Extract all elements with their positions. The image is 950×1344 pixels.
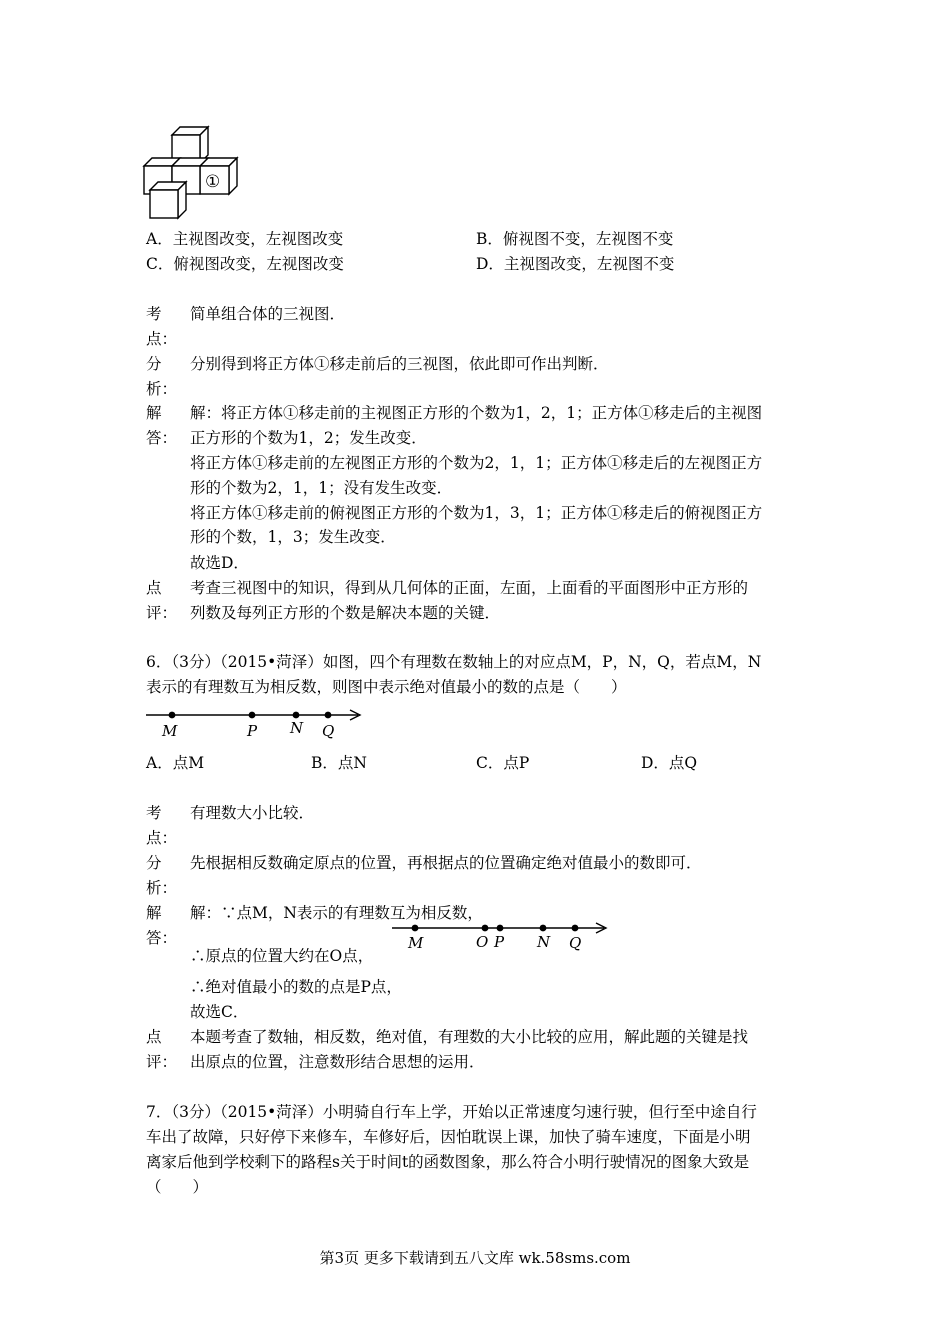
kaodian-text: 简单组合体的三视图． [190, 305, 346, 323]
point-m-dot [169, 712, 176, 719]
jieda-line: 解：将正方体①移走前的主视图正方形的个数为1，2，1；正方体①移走后的主视图 [190, 404, 763, 422]
option-b: B．俯视图不变，左视图不变 [476, 230, 674, 248]
point-p-dot [249, 712, 256, 719]
jieda-line: 故选D． [190, 554, 249, 572]
sol-point-q-label: Q [569, 934, 582, 952]
q6-jieda-line: ∴绝对值最小的数的点是P点， [190, 978, 402, 996]
jieda-line: 将正方体①移走前的俯视图正方形的个数为1，3，1；正方体①移走后的俯视图正方 [190, 504, 763, 522]
q6-dianping-label-2: 评： [146, 1053, 178, 1071]
sol-point-q-dot [572, 925, 579, 932]
jieda-line: 形的个数，1，3；发生改变． [190, 528, 396, 546]
q6-jieda-line: ∴原点的位置大约在O点， [190, 947, 374, 965]
q7-stem-line: 离家后他到学校剩下的路程s关于时间t的函数图象，那么符合小明行驶情况的图象大致是 [146, 1153, 750, 1171]
q6-dianping-line: 出原点的位置，注意数形结合思想的运用． [190, 1053, 485, 1071]
q6-dianping-label-1: 点 [146, 1028, 162, 1046]
q6-stem-line: 表示的有理数互为相反数，则图中表示绝对值最小的数的点是（ ） [146, 678, 627, 696]
q6-option-d: D．点Q [641, 754, 698, 772]
q7-stem-line: （ ） [146, 1178, 209, 1196]
fenxi-label-2: 析： [146, 380, 178, 398]
q6-option-c: C．点P [476, 754, 530, 772]
q6-option-a: A．点M [146, 754, 205, 772]
q6-jieda-label-2: 答： [146, 929, 178, 947]
point-n-label: N [290, 719, 304, 737]
dianping-line: 列数及每列正方形的个数是解决本题的关键． [190, 604, 501, 622]
dianping-label-1: 点 [146, 579, 162, 597]
jieda-label-1: 解 [146, 404, 162, 422]
cube-figure [140, 124, 245, 224]
sol-point-m-label: M [408, 934, 424, 952]
q6-fenxi-text: 先根据相反数确定原点的位置，再根据点的位置确定绝对值最小的数即可． [190, 854, 702, 872]
q6-fenxi-label-1: 分 [146, 854, 162, 872]
q6-fenxi-label-2: 析： [146, 879, 178, 897]
page-footer: 第3页 更多下载请到五八文库 wk.58sms.com [319, 1249, 631, 1267]
fenxi-text: 分别得到将正方体①移走前后的三视图，依此即可作出判断． [190, 355, 609, 373]
number-line-figure [144, 704, 369, 744]
cube-label: ① [205, 172, 221, 192]
q6-jieda-line: 解：∵点M，N表示的有理数互为相反数， [190, 904, 483, 922]
point-n-dot [293, 712, 300, 719]
sol-point-o-dot [482, 925, 489, 932]
sol-point-p-label: P [494, 933, 505, 951]
sol-point-o-label: O [476, 933, 489, 951]
point-m-label: M [162, 722, 178, 740]
q6-option-b: B．点N [311, 754, 367, 772]
point-q-label: Q [322, 722, 335, 740]
q6-stem-line: 6．（3分）（2015•菏泽）如图，四个有理数在数轴上的对应点M，P，N，Q，若点M，N [146, 653, 762, 671]
jieda-line: 形的个数为2，1，1；没有发生改变． [190, 479, 453, 497]
point-p-label: P [247, 722, 258, 740]
point-q-dot [325, 712, 332, 719]
q6-dianping-line: 本题考查了数轴，相反数，绝对值，有理数的大小比较的应用，解此题的关键是找 [190, 1028, 749, 1046]
kaodian-label-1: 考 [146, 305, 162, 323]
fenxi-label-1: 分 [146, 355, 162, 373]
q6-jieda-line: 故选C． [190, 1003, 249, 1021]
q7-stem-line: 7．（3分）（2015•菏泽）小明骑自行车上学，开始以正常速度匀速行驶，但行至中途自行 [146, 1103, 757, 1121]
dianping-label-2: 评： [146, 604, 178, 622]
option-a: A．主视图改变，左视图改变 [146, 230, 344, 248]
jieda-line: 将正方体①移走前的左视图正方形的个数为2，1，1；正方体①移走后的左视图正方 [190, 454, 763, 472]
solution-number-line-figure [390, 918, 615, 956]
option-c: C．俯视图改变，左视图改变 [146, 255, 344, 273]
q6-kaodian-text: 有理数大小比较． [190, 804, 315, 822]
q6-jieda-label-1: 解 [146, 904, 162, 922]
sol-point-p-dot [497, 925, 504, 932]
sol-point-n-dot [540, 925, 547, 932]
jieda-line: 正方形的个数为1，2；发生改变． [190, 429, 427, 447]
q6-kaodian-label-2: 点： [146, 829, 178, 847]
jieda-label-2: 答： [146, 429, 178, 447]
sol-point-n-label: N [537, 933, 551, 951]
kaodian-label-2: 点： [146, 330, 178, 348]
q6-kaodian-label-1: 考 [146, 804, 162, 822]
sol-point-m-dot [412, 925, 419, 932]
option-d: D．主视图改变，左视图不变 [476, 255, 675, 273]
dianping-line: 考查三视图中的知识，得到从几何体的正面，左面，上面看的平面图形中正方形的 [190, 579, 749, 597]
q7-stem-line: 车出了故障，只好停下来修车，车修好后，因怕耽误上课，加快了骑车速度，下面是小明 [146, 1128, 751, 1146]
